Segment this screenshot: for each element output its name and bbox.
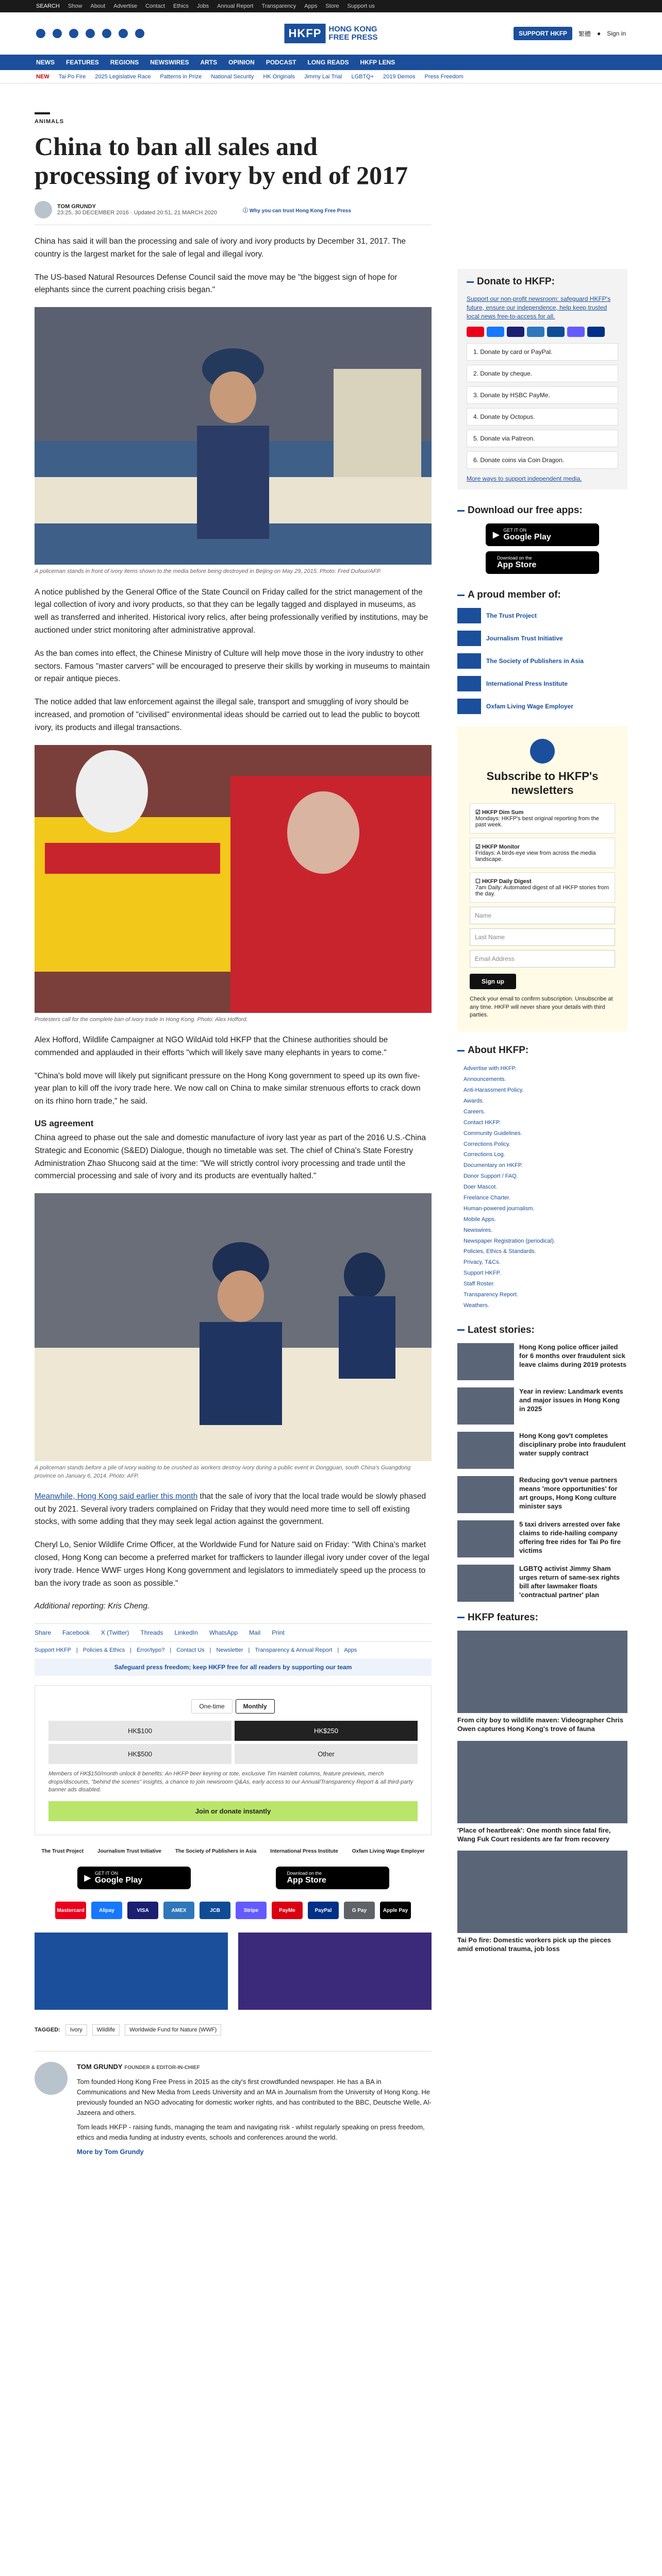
topbar-item[interactable]: Show [68,3,82,9]
footer-link[interactable]: Newsletter [216,1647,243,1654]
visa-icon [507,327,524,337]
alipay-icon: Alipay [91,1902,122,1919]
site-logo[interactable] [285,24,378,43]
more-ways-link[interactable]: More ways to support independent media. [467,475,582,483]
join-button[interactable]: Join or donate instantly [48,1801,418,1821]
newsletter-note: Check your email to confirm subscription. Unsubscribe at any time. HKFP will never share your details with third parties. [470,996,613,1018]
story-thumbnail [457,1387,514,1425]
about-link[interactable]: Newswires. [464,1227,493,1233]
feature-image [457,1631,627,1713]
photo-ivory-pile [35,1193,432,1461]
trending-link[interactable]: 2025 Legislative Race [95,73,151,80]
member-item[interactable]: The Society of Publishers in Asia [457,653,627,669]
story-thumbnail [457,1476,514,1513]
nav-item[interactable]: ARTS [200,59,218,66]
about-link[interactable]: Announcements. [464,1076,506,1083]
apps-section [457,505,627,574]
feature-story[interactable]: 'Place of heartbreak': One month since fatal fire, Wang Fuk Court residents are far from recovery [457,1741,627,1844]
newsletter-option[interactable]: ☑ HKFP Monitor Fridays: A birds-eye view from across the media landscape. [470,838,615,868]
newsletter-option[interactable]: ☐ HKFP Daily Digest 7am Daily: Automated digest of all HKFP stories from the day. [470,872,615,903]
share-threads[interactable]: Threads [140,1629,163,1637]
donate-option[interactable]: 1. Donate by card or PayPal. [467,343,618,361]
about-link[interactable]: Policies, Ethics & Standards. [464,1248,536,1255]
main-nav [0,55,662,70]
sidebar [457,83,627,1961]
paragraph: Alex Hofford, Wildlife Campaigner at NGO WildAid told HKFP that the Chinese authorities should be commended and applauded in their efforts "which will likely save many elephants in years to come." [35,1035,388,1057]
sidebar-heading: About HKFP: [457,1045,627,1056]
feature-image [457,1851,627,1933]
tags-row [35,2024,432,2036]
footer-link[interactable]: Transparency & Annual Report [255,1647,333,1654]
sign-in-link[interactable]: Sign in [607,30,626,37]
feature-story[interactable]: Tai Po fire: Domestic workers pick up the pieces amid emotional trauma, job loss [457,1851,627,1954]
topbar-item[interactable]: Store [325,3,339,9]
x-icon[interactable] [53,29,62,38]
author-bio: Tom leads HKFP - raising funds, managing the team and navigating risk - whilst regularly speaking on press freedom, ethics and media funding at industry events, schools and conferences around the world. [77,2123,425,2142]
email-field[interactable]: Email Address [470,950,615,968]
top-utility-bar [0,0,662,12]
mastercard-icon: Mastercard [55,1902,86,1919]
masthead-actions [514,27,626,40]
tag[interactable]: Worldwide Fund for Nature (WWF) [125,2024,221,2036]
logo-box: HKFP [285,24,326,43]
facebook-icon[interactable] [36,29,45,38]
member-item[interactable]: International Press Institute [457,676,627,691]
nav-item[interactable]: FEATURES [66,59,99,66]
about-link[interactable]: Doer Mascot. [464,1184,498,1191]
tab-monthly[interactable]: Monthly [236,1699,275,1714]
author-box [35,2051,432,2157]
nav-item[interactable]: NEWSWIRES [150,59,189,66]
article-photo [35,307,432,565]
about-section [457,1045,627,1311]
story-thumbnail [457,1343,514,1380]
additional-reporting: Additional reporting: Kris Cheng. [35,1602,150,1611]
newsletter-option[interactable]: ☑ HKFP Dim Sum Mondays: HKFP's best original reporting from the past week. [470,803,615,834]
photo-policeman-ivory [35,307,432,565]
language-switch[interactable]: 繁體 [578,30,591,38]
topbar-item[interactable]: Transparency [261,3,296,9]
category [35,112,432,125]
about-link[interactable]: Corrections Log. [464,1151,505,1158]
author-avatar [35,201,52,218]
author-bio: Tom founded Hong Kong Free Press in 2015 as the city's first crowdfunded newspaper. He has a BA in Communications and New Media from Leeds University and an MA in Journalism from the University of Hong Kong. He previously founded an NGO advocating for domestic worker rights, and has contributed to the BBC, Deutsche Welle, Al-Jazeera and others. [77,2077,432,2116]
topbar-item[interactable]: About [90,3,106,9]
nav-item[interactable]: OPINION [228,59,255,66]
share-x[interactable]: X (Twitter) [101,1629,129,1637]
share-whatsapp[interactable]: WhatsApp [209,1629,238,1637]
donation-widget [35,1685,432,1835]
member-item[interactable]: The Trust Project [457,608,627,623]
google-play-badge[interactable]: ▶ GET IT ON Google Play [77,1867,191,1889]
latest-story[interactable]: 5 taxi drivers arrested over fake claims to ride-hailing company offering free rides for Tai Po fire victims [457,1520,627,1557]
app-store-badge[interactable]: Download on the App Store [486,551,599,574]
about-link[interactable]: Newspaper Registration (periodical). [464,1238,555,1244]
trending-link[interactable]: Press Freedom [424,73,464,80]
about-link[interactable]: Advertise with HKFP. [464,1065,517,1072]
photo-protesters [35,745,432,1013]
nav-item[interactable]: NEWS [36,59,55,66]
nav-item[interactable]: PODCAST [266,59,296,66]
about-link[interactable]: Corrections Policy. [464,1141,510,1147]
tags-label: TAGGED: [35,2027,60,2033]
trending-link[interactable]: LGBTQ+ [351,73,374,80]
paragraph: As the ban comes into effect, the Chinese Ministry of Culture will help move those in the ivory industry to other sectors. Famous "master carvers" will be encouraged to preserve their skills by working in museums to maintain or repair antique pieces. [35,649,430,684]
latest-story[interactable]: Reducing gov't venue partners means 'more opportunities' for art groups, Hong Kong culture minister says [457,1476,627,1513]
play-icon: ▶ [84,1874,91,1883]
about-link[interactable]: Weathers. [464,1302,489,1309]
amount-option[interactable]: HK$500 [48,1744,231,1764]
member-logo[interactable]: The Trust Project [41,1849,84,1855]
paypal-icon: PayPal [308,1902,339,1919]
mastercard-icon [467,327,484,337]
payme-icon: PayMe [272,1902,303,1919]
tag[interactable]: Wildlife [92,2024,120,2036]
support-banner[interactable]: Safeguard press freedom; keep HKFP free for all readers by supporting our team [35,1658,432,1676]
donate-option[interactable]: 5. Donate via Patreon. [467,430,618,447]
author-photo [35,2062,68,2095]
about-link[interactable]: Careers. [464,1108,486,1115]
inline-link[interactable]: Meanwhile, Hong Kong said earlier this month [35,1492,198,1501]
trending-link[interactable]: 2019 Demos [383,73,416,80]
more-by-author-link[interactable]: More by Tom Grundy [77,2148,144,2156]
article-photo [35,1193,432,1461]
donate-pay-icons [467,327,618,337]
applepay-icon: Apple Pay [380,1902,411,1919]
jcb-icon: JCB [200,1902,230,1919]
donate-option[interactable]: 2. Donate by cheque. [467,365,618,382]
footer-link[interactable]: Error/typo? [136,1647,165,1654]
topbar-item[interactable]: Contact [145,3,165,9]
about-link[interactable]: Support HKFP. [464,1270,501,1277]
new-label: NEW [36,73,49,80]
donate-option[interactable]: 6. Donate coins via Coin Dragon. [467,451,618,469]
member-logo[interactable]: The Society of Publishers in Asia [175,1849,257,1855]
app-badges [35,1867,432,1889]
about-link[interactable]: Community Guidelines. [464,1130,522,1137]
logo-text: HONG KONG FREE PRESS [328,25,378,42]
masthead [0,12,662,55]
trust-link[interactable]: ⓘ Why you can trust Hong Kong Free Press [243,208,352,214]
latest-story[interactable]: Hong Kong police officer jailed for 6 months over fraudulent sick leave claims during 2019 protests [457,1343,627,1380]
about-link[interactable]: Privacy, T&Cs. [464,1259,501,1266]
topbar-item[interactable]: Advertise [113,3,137,9]
amount-option-selected[interactable]: HK$250 [235,1721,418,1741]
trending-link[interactable]: Tai Po Fire [58,73,86,80]
user-icon[interactable]: ● [597,30,601,37]
paragraph: Cheryl Lo, Senior Wildlife Crime Officer, at the Worldwide Fund for Nature said on Friday: "With China's market closed, Hong Kong can become a preferred market for traffickers to launder illegal ivory under cover of the legal ivory trade. Hence WWF urges Hong Kong government and legislators to immediately speed up the process to ban the ivory trade as soon as possible." [35,1540,429,1588]
share-linkedin[interactable]: LinkedIn [174,1629,198,1637]
paragraph: China has said it will ban the processing and sale of ivory and ivory products by December 31, 2017. The country is the largest market for the sale of legal and illegal ivory. [35,237,406,259]
about-link[interactable]: Contact HKFP. [464,1119,501,1126]
jti-logo [457,631,481,646]
member-logo-row [35,1849,432,1854]
membership-note: Members of HK$150/month unlock 8 benefits: An HKFP beer keyring or tote, exclusive Tim Hamlett columns, feature previews, merch drops/discounts, "behind the scenes" insights, a chance to join newsroom Q&As, early access to our Annual/Transparency Report & all third-party banner ads disabled. [48,1771,413,1793]
paragraph: "China's bold move will likely put significant pressure on the Hong Kong government to speed up its own five-year plan to kill off the ivory trade here. We now call on China to make similar strenuous efforts to crack down on its rhino horn trade," he said. [35,1071,421,1106]
support-button[interactable]: SUPPORT HKFP [514,27,572,40]
amex-icon [527,327,544,337]
gpay-icon: G Pay [344,1902,375,1919]
visa-icon: VISA [127,1902,158,1919]
member-section [457,589,627,714]
tab-one-time[interactable]: One-time [191,1699,232,1714]
trust-project-logo [457,608,481,623]
footer-link[interactable]: Policies & Ethics [82,1647,125,1654]
member-item[interactable]: Journalism Trust Initiative [457,631,627,646]
hkfp-badge-icon [530,739,555,764]
amex-icon: AMEX [163,1902,194,1919]
frequency-tabs [48,1699,418,1714]
share-label: Share [35,1629,52,1637]
photo-caption: A policeman stands in front of ivory items shown to the media before being destroyed in Beijing on May 29, 2015. Photo: Fred Dufour/AFP. [35,568,382,575]
promo-banner-ethics[interactable] [35,1933,228,2010]
author-role: FOUNDER & EDITOR-IN-CHIEF [124,2065,200,2071]
amount-option[interactable]: HK$100 [48,1721,231,1741]
amount-option[interactable]: Other [235,1744,418,1764]
feature-image [457,1741,627,1823]
trending-link[interactable]: HK Originals [263,73,295,80]
topbar-item[interactable]: SEARCH [36,3,60,9]
stripe-icon: Stripe [236,1902,267,1919]
donate-text[interactable]: Support our non-profit newsroom: safeguard HKFP's future, ensure our independence, help keep trusted local news free-to-access for all. [467,295,611,320]
author-box-name[interactable]: TOM GRUNDY [77,2063,123,2071]
paragraph: The notice added that law enforcement against the illegal sale, transport and smuggling of ivory should be increased, and promotion of "civilised" environmental ideas should be carried out to lead the public to boycott ivory, its products and illegal transactions. [35,698,420,732]
member-logo[interactable]: Oxfam Living Wage Employer [352,1849,425,1855]
youtube-icon[interactable] [102,29,111,38]
latest-section [457,1325,627,1602]
trending-link[interactable]: Jimmy Lai Trial [304,73,342,80]
paragraph: China agreed to phase out the sale and domestic manufacture of ivory last year as part of the 2016 U.S.-China Strategic and Economic (S&ED) Dialogue, though no timetable was set. The chief of China's State Forestry Administration Zhao Shucong said at the time: "We will strictly control ivory processing and trade until the commercial processing and sale of ivory and its products are eventually halted." [35,1133,426,1181]
paragraph: The US-based Natural Resources Defense Council said the move may be "the biggest sign of hope for elephants since the current poaching crisis began." [35,273,398,295]
sidebar-heading: Donate to HKFP: [467,276,618,287]
paragraph: A notice published by the General Office of the State Council on Friday called for the strict management of the legal collection of ivory and ivory products, so that they can be legally tagged and displayed in museums, as well as transferred and inherited. Historical ivory relics, after being professionally verified by institutions, may be auctioned under strict monitoring after administrative approval. [35,587,428,635]
article-photo [35,745,432,1013]
article-footer-links: Support HKFP | Policies & Ethics | Error/typo? | Contact Us | Newsletter | Transparency & Annual Report | Apps [35,1647,357,1654]
newsletter-box [457,726,627,1031]
article [35,83,432,2158]
donate-panel [457,269,627,489]
jcb-icon [547,327,565,337]
payment-methods [35,1902,432,1919]
linkedin-icon[interactable] [119,29,128,38]
share-mail[interactable]: Mail [249,1629,261,1637]
footer-link[interactable]: Contact Us [176,1647,205,1654]
nav-item[interactable]: LONG READS [307,59,349,66]
share-facebook[interactable]: Facebook [62,1629,90,1637]
story-thumbnail [457,1565,514,1602]
category-label[interactable]: ANIMALS [35,118,64,125]
topbar-item[interactable]: Support us [347,3,375,9]
threads-icon[interactable] [86,29,95,38]
play-icon: ▶ [493,531,500,540]
features-section [457,1612,627,1954]
trending-link[interactable]: National Security [211,73,254,80]
donate-option[interactable]: 4. Donate by Octopus. [467,408,618,426]
story-thumbnail [457,1432,514,1469]
footer-link[interactable]: Support HKFP [35,1647,71,1654]
newsletter-title: Subscribe to HKFP's newsletters [486,770,599,796]
trending-bar [0,70,662,83]
topbar-item[interactable]: Ethics [173,3,189,9]
donate-option[interactable]: 3. Donate by HSBC PayMe. [467,386,618,404]
donate-section [457,269,627,489]
nav-item[interactable]: REGIONS [110,59,139,66]
about-link[interactable]: Anti-Harassment Policy. [464,1087,524,1094]
article-dates: 23:25, 30 DECEMBER 2016 · Updated 20:51, 21 MARCH 2020 [57,210,218,216]
tag[interactable]: Ivory [65,2024,87,2036]
about-link[interactable]: Transparency Report. [464,1292,518,1298]
member-logo[interactable]: International Press Institute [270,1849,338,1855]
name-field[interactable]: Name [470,907,615,924]
topbar-item[interactable]: Annual Report [217,3,254,9]
paragraph: Meanwhile, Hong Kong said earlier this month that the sale of ivory that the local trade would be slowly phased out by 2021. Several ivory traders complained on Friday that they would need more time to sell off existing stocks, with some adding that they may seek legal action against the government. [35,1492,426,1527]
topbar-item[interactable]: Apps [304,3,318,9]
telegram-icon[interactable] [135,29,144,38]
member-logo[interactable]: Journalism Trust Initiative [97,1849,161,1855]
social-links [36,29,144,38]
about-link[interactable]: Awards. [464,1098,484,1105]
paypal-icon [587,327,605,337]
sopa-logo [457,653,481,669]
share-print[interactable]: Print [272,1629,285,1637]
latest-story[interactable]: Hong Kong gov't completes disciplinary probe into fraudulent water supply contract [457,1432,627,1469]
photo-caption: A policeman stands before a pile of ivory waiting to be crushed as workers destroy ivory during a public event in Dongguan, south China's Guangdong province on January 6, 2014. Photo: AFP. [35,1465,411,1479]
photo-caption: Protesters call for the complete ban of ivory trade in Hong Kong. Photo: Alex Hofford. [35,1016,248,1023]
sidebar-heading: Latest stories: [457,1325,627,1336]
amount-options [48,1721,418,1764]
author-name[interactable]: TOM GRUNDY [57,204,96,210]
story-thumbnail [457,1520,514,1557]
about-link[interactable]: Mobile Apps. [464,1216,496,1223]
about-link[interactable]: Staff Roster. [464,1281,495,1287]
feature-story[interactable]: From city boy to wildlife maven: Videographer Chris Owen captures Hong Kong's trove of fauna [457,1631,627,1734]
alipay-icon [487,327,504,337]
sidebar-heading: Download our free apps: [457,505,627,516]
last-name-field[interactable]: Last Name [470,928,615,946]
member-item[interactable]: Oxfam Living Wage Employer [457,699,627,714]
topbar-item[interactable]: Jobs [196,3,209,9]
google-play-badge[interactable]: ▶ GET IT ON Google Play [486,523,599,546]
section-heading: US agreement [35,1118,94,1128]
about-list [457,1063,627,1311]
share-bar [35,1623,432,1642]
sidebar-heading: A proud member of: [457,589,627,601]
article-title: China to ban all sales and processing of ivory by end of 2017 [35,132,408,190]
promo-banner-support[interactable] [238,1933,432,2010]
about-link[interactable]: Donor Support / FAQ. [464,1173,518,1180]
instagram-icon[interactable] [69,29,78,38]
sidebar-heading: HKFP features: [457,1612,627,1623]
about-link[interactable]: Documentary on HKFP. [464,1162,523,1169]
nav-item[interactable]: HKFP LENS [360,59,395,66]
about-link[interactable]: Human-powered journalism. [464,1205,535,1212]
signup-button[interactable]: Sign up [470,974,516,989]
oxfam-logo [457,699,481,714]
latest-story[interactable]: Year in review: Landmark events and major issues in Hong Kong in 2025 [457,1387,627,1425]
trending-link[interactable]: Patterns in Prize [160,73,202,80]
byline [35,201,432,225]
stripe-icon [567,327,585,337]
latest-story[interactable]: LGBTQ activist Jimmy Sham urges return of same-sex rights bill after lawmaker floats 'contractual partner' plan [457,1565,627,1602]
ipi-logo [457,676,481,691]
footer-link[interactable]: Apps [344,1647,357,1654]
about-link[interactable]: Freelance Charter. [464,1195,511,1201]
promo-banners [35,1933,432,2010]
app-store-badge[interactable]: Download on the App Store [276,1867,389,1889]
